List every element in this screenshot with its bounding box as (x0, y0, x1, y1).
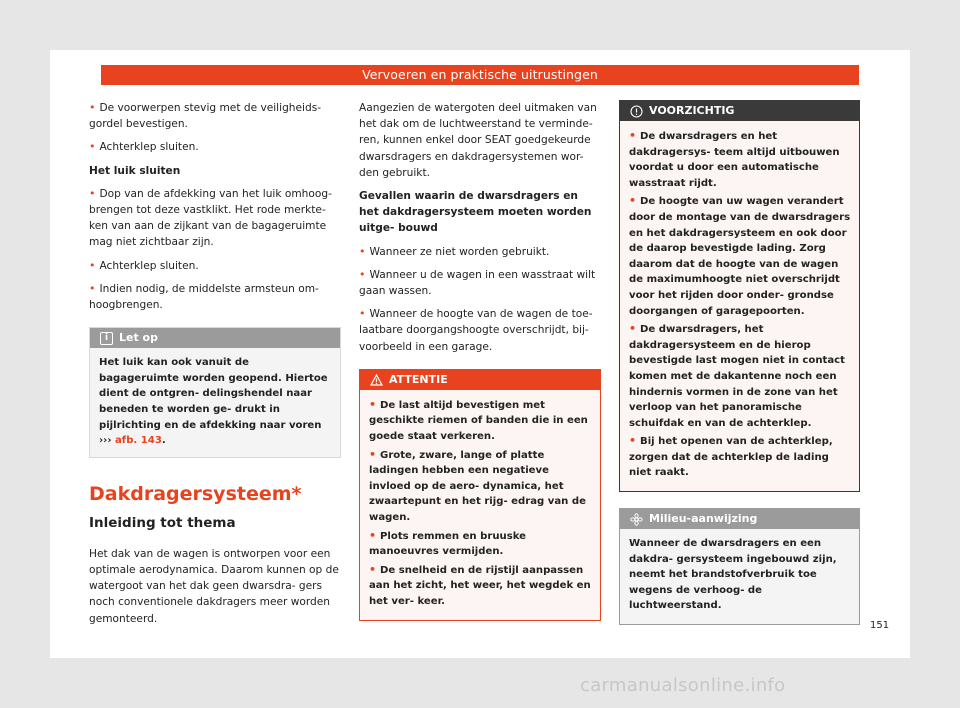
note-text: Het luik kan ook vanuit de bagageruimte worden geopend. Hiertoe dient de ontgren- delingshendel naar beneden te worden ge- drukt in pijlrichting en de afdekking naar voren (99, 357, 328, 431)
list-item: • De last altijd bevestigen met geschikte riemen of banden die in een goede staat verkeren. (369, 397, 592, 445)
chapter-header: Vervoeren en praktische uitrustingen (101, 65, 859, 85)
sub-title: Inleiding tot thema (89, 514, 236, 531)
column-1 (89, 100, 341, 634)
subheading-luik: Het luik sluiten (89, 164, 181, 177)
watermark: carmanualsonline.info (580, 675, 786, 696)
list-item: • De hoogte van uw wagen verandert door de montage van de dwarsdragers en het dakdragersysteem en ook door de daarop bevestigde lading. Zorg daarom dat de hoogte van de wagen de maximumhoogte niet overschrijdt voor het rijden door onder- grondse doorgangen of garagepoorten. (629, 193, 851, 319)
list-item: • Bij het openen van de achterklep, zorgen dat de achterklep de lading niet raakt. (629, 433, 851, 481)
list-item: • De snelheid en de rijstijl aanpassen aan het zicht, het weer, het wegdek en het ver- keer. (369, 562, 592, 610)
environment-box (619, 508, 860, 625)
caution-body (620, 121, 859, 491)
subheading-gevallen: Gevallen waarin de dwarsdragers en het dakdragersysteem moeten worden uitge- bouwd (359, 190, 592, 235)
note-body (90, 348, 340, 457)
warning-body (360, 390, 600, 620)
info-icon: i (100, 332, 113, 345)
list-item: • De dwarsdragers, het dakdragersysteem en de hierop bevestigde last mogen niet in contact komen met de dakantenne noch een hindernis vormen in de zone van het verloop van het panoramische schuifdak en van de achterklep. (629, 321, 851, 431)
note-title: Let op (119, 331, 158, 345)
note-box (89, 327, 341, 458)
list-item: • Dop van de afdekking van het luik omhoog- brengen tot deze vastklikt. Het rode merkte- ken van aan de zijkant van de bagageruimte mag niet zichtbaar zijn. (89, 186, 341, 251)
list-item: • Indien nodig, de middelste armsteun om- hoogbrengen. (89, 281, 341, 313)
list-item: • Wanneer ze niet worden gebruikt. (359, 244, 601, 260)
note-header (90, 328, 340, 348)
warning-box (359, 369, 601, 621)
list-item: • De dwarsdragers en het dakdragersys- teem altijd uitbouwen voordat u door een automatische wasstraat rijdt. (629, 128, 851, 191)
environment-header (620, 509, 859, 529)
column-2 (359, 100, 601, 631)
warning-title: ATTENTIE (389, 372, 448, 386)
ref-arrows: ››› (99, 435, 112, 447)
page-number: 151 (870, 620, 890, 631)
list-item: • Achterklep sluiten. (89, 258, 341, 274)
leaf-flower-icon (630, 513, 643, 526)
list-item: • Wanneer de hoogte van de wagen de toe- laatbare doorgangshoogte overschrijdt, bij- voorbeeld in een garage. (359, 306, 601, 355)
list-item: • Wanneer u de wagen in een wasstraat wilt gaan wassen. (359, 267, 601, 299)
intro-paragraph: Het dak van de wagen is ontworpen voor een optimale aerodynamica. Daarom kunnen op de watergoot van het dak geen dwarsdra- gers noch conventionele dakdragers meer worden gemonteerd. (89, 547, 339, 625)
caution-title: VOORZICHTIG (649, 104, 735, 117)
section-title: Dakdragersysteem* (89, 482, 302, 505)
note-end: . (161, 435, 166, 447)
warning-header (360, 370, 600, 390)
exclamation-circle-icon (630, 105, 643, 118)
column-3 (619, 100, 860, 635)
environment-body (620, 529, 859, 624)
environment-text: Wanneer de dwarsdragers en een dakdra- gersysteem ingebouwd zijn, neemt het brandstofverbruik toe wegens de verhoog- de luchtweerstand. (629, 538, 837, 612)
caution-header (620, 101, 859, 121)
list-item: • Plots remmen en bruuske manoeuvres vermijden. (369, 528, 592, 560)
list-item: • De voorwerpen stevig met de veiligheids- gordel bevestigen. (89, 100, 341, 132)
warning-triangle-icon (370, 374, 383, 386)
environment-title: Milieu-aanwijzing (649, 512, 758, 526)
paragraph: Aangezien de watergoten deel uitmaken van het dak om de luchtweerstand te verminde- ren, kunnen enkel door SEAT goedgekeurde dwarsdragers en dakdragersystemen wor- den gebruikt. (359, 102, 597, 179)
figure-link[interactable]: afb. 143 (115, 435, 162, 447)
caution-box (619, 100, 860, 492)
list-item: • Grote, zware, lange of platte ladingen hebben een negatieve invloed op de aero- dynamica, het zwaartepunt en het rijg- edrag van de wagen. (369, 447, 592, 526)
list-item: • Achterklep sluiten. (89, 139, 341, 155)
